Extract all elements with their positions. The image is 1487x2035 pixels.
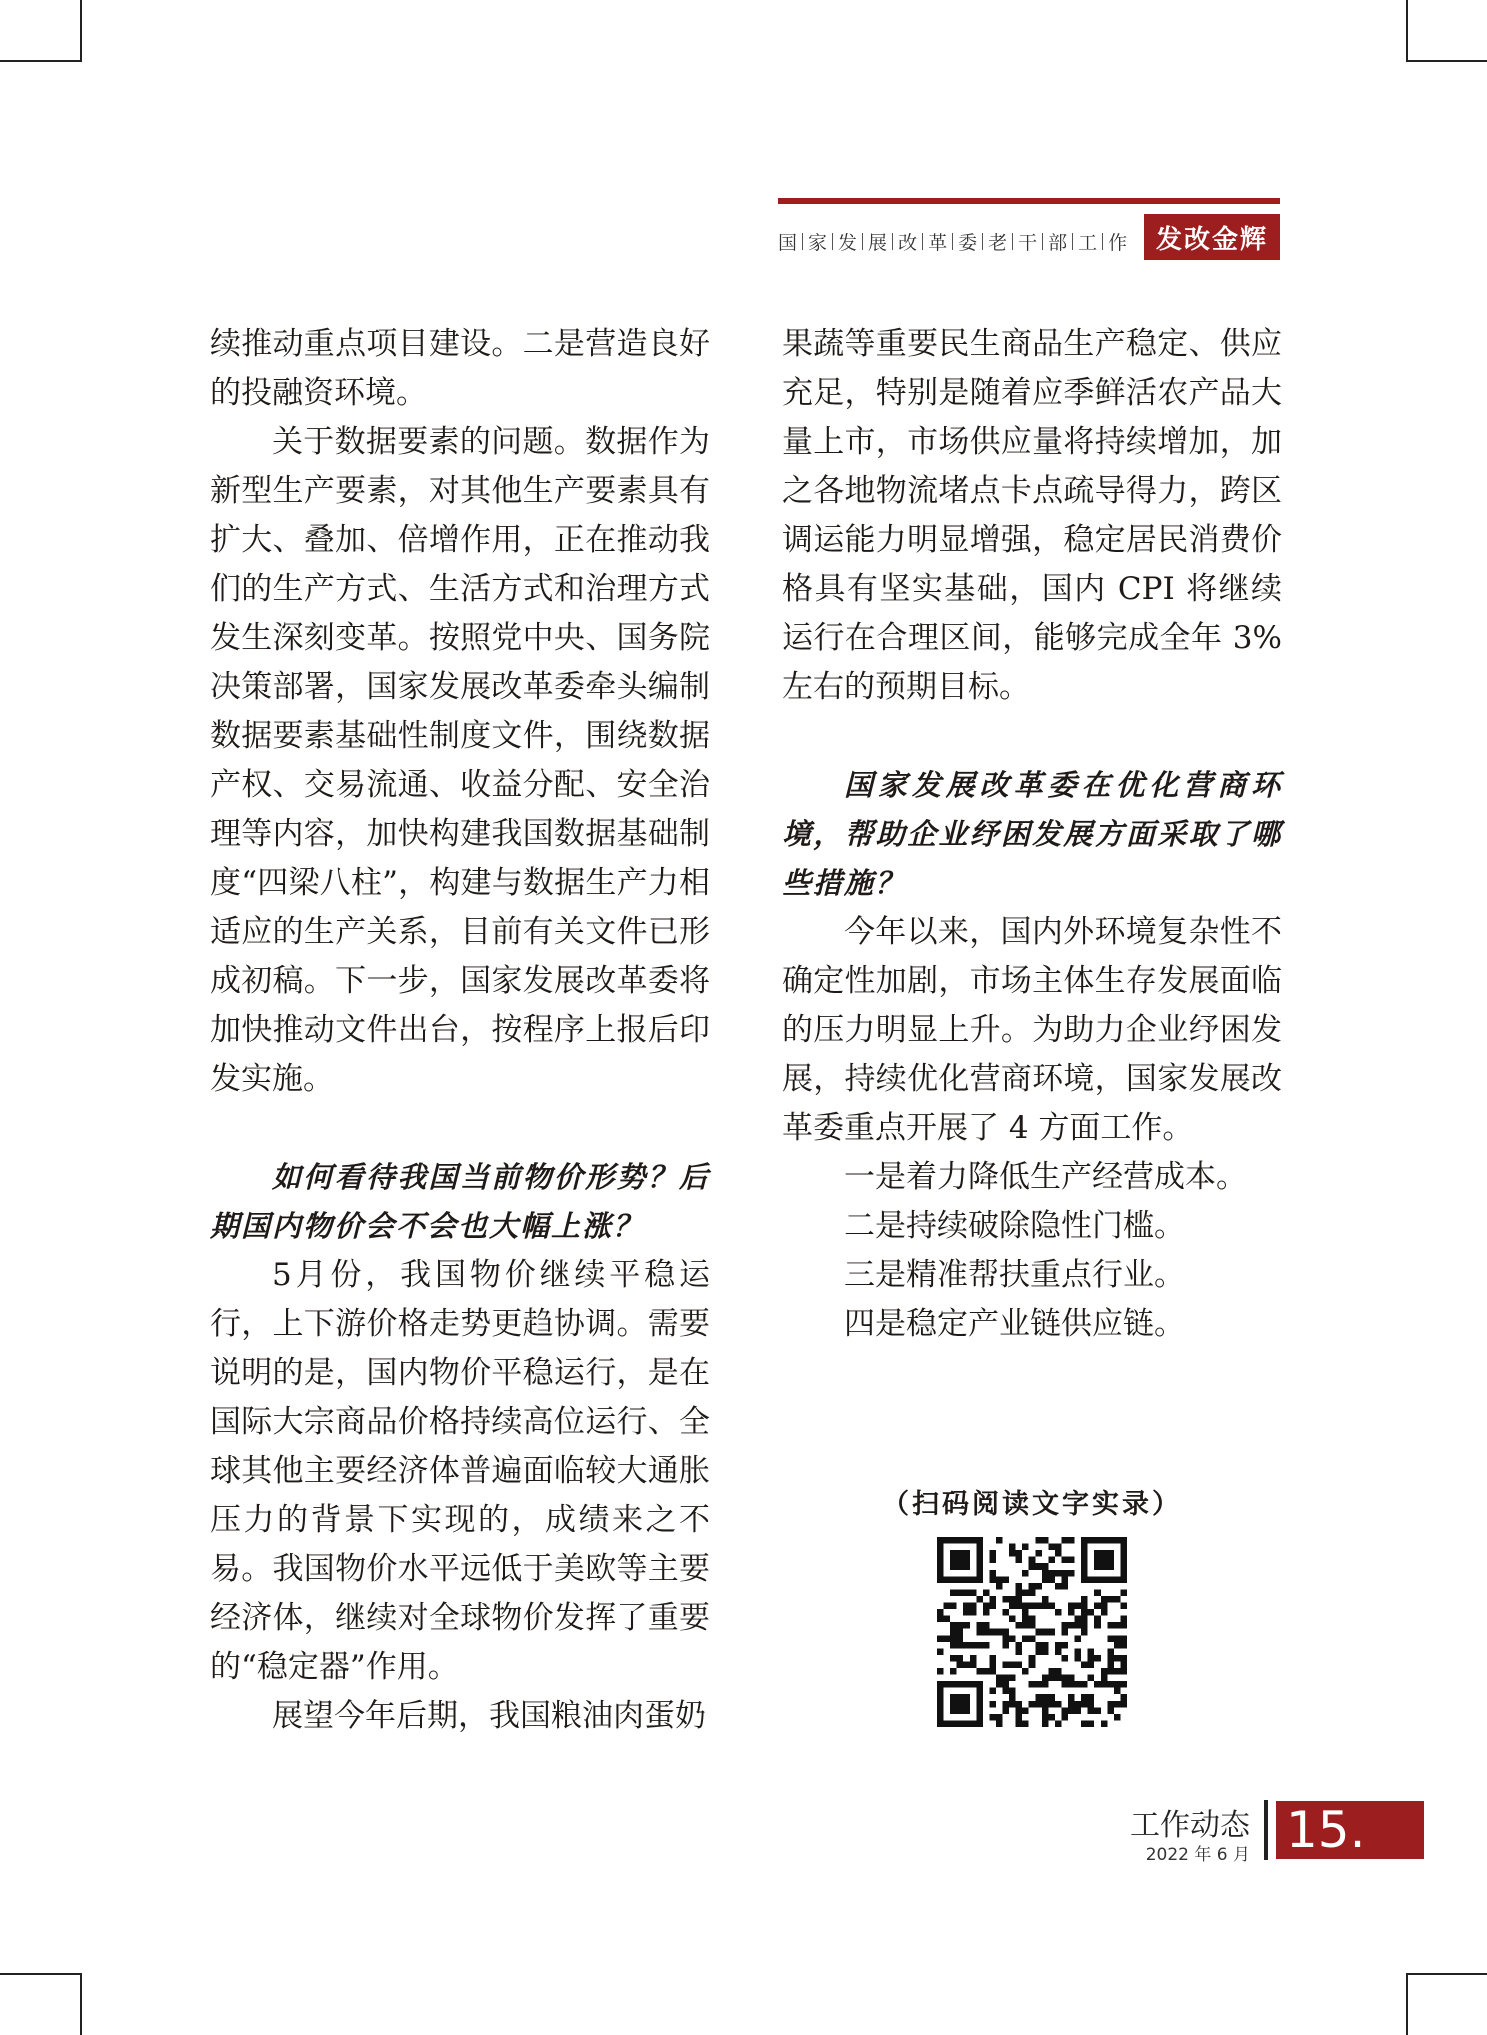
left-column — [210, 320, 710, 1741]
nav-char: 工 — [1078, 231, 1098, 254]
crop-mark — [1406, 0, 1408, 62]
crop-mark — [1406, 1973, 1408, 2035]
paragraph: 果蔬等重要民生商品生产稳定、供应充足，特别是随着应季鲜活农产品大量上市，市场供应量将持续增加，加之各地物流堵点卡点疏导得力，跨区调运能力明显增强，稳定居民消费价格具有坚实基础，国内 CPI 将继续运行在合理区间，能够完成全年 3% 左右的预期目标。 — [782, 326, 1282, 705]
nav-separator — [1072, 233, 1073, 250]
nav-char: 改 — [898, 231, 918, 254]
paragraph: 今年以来，国内外环境复杂性不确定性加剧，市场主体生存发展面临的压力明显上升。为助力企业纾困发展，持续优化营商环境，国家发展改革委重点开展了 4 方面工作。 — [782, 914, 1282, 1146]
paragraph: 四是稳定产业链供应链。 — [844, 1306, 1185, 1342]
paragraph: 5月份，我国物价继续平稳运行，上下游价格走势更趋协调。需要说明的是，国内物价平稳运行，是在国际大宗商品价格持续高位运行、全球其他主要经济体普遍面临较大通胀压力的背景下实现的，成绩来之不易。我国物价水平远低于美欧等主要经济体，继续对全球物价发挥了重要的“稳定器”作用。 — [210, 1257, 710, 1685]
crop-mark — [1406, 60, 1487, 62]
nav-char: 展 — [868, 231, 888, 254]
crop-mark — [80, 0, 82, 62]
crop-mark — [0, 60, 82, 62]
nav-char: 发 — [838, 231, 858, 254]
nav-char: 家 — [808, 231, 828, 254]
header-rule — [778, 198, 1280, 204]
paragraph: 展望今年后期，我国粮油肉蛋奶 — [272, 1698, 706, 1734]
footer-divider — [1264, 1800, 1268, 1860]
paragraph: 一是着力降低生产经营成本。 — [844, 1159, 1247, 1195]
nav-char: 委 — [958, 231, 978, 254]
nav-separator — [892, 233, 893, 250]
section-title: 工作动态 — [1130, 1808, 1250, 1843]
crop-mark — [0, 1973, 82, 1975]
nav-separator — [802, 233, 803, 250]
header-badge: 发改金辉 — [1144, 214, 1280, 260]
paragraph: 二是持续破除隐性门槛。 — [844, 1208, 1185, 1244]
question-heading: 如何看待我国当前物价形势？后期国内物价会不会也大幅上涨？ — [210, 1160, 710, 1243]
page-number: 15. — [1276, 1801, 1424, 1859]
nav-separator — [862, 233, 863, 250]
issue-date: 2022 年 6 月 — [1145, 1845, 1250, 1865]
nav-separator — [1102, 233, 1103, 250]
qr-code[interactable] — [937, 1537, 1127, 1727]
nav-char: 部 — [1048, 231, 1068, 254]
nav-separator — [832, 233, 833, 250]
paragraph: 关于数据要素的问题。数据作为新型生产要素，对其他生产要素具有扩大、叠加、倍增作用，正在推动我们的生产方式、生活方式和治理方式发生深刻变革。按照党中央、国务院决策部署，国家发展改革委牵头编制数据要素基础性制度文件，围绕数据产权、交易流通、收益分配、安全治理等内容，加快构建我国数据基础制度“四梁八柱”，构建与数据生产力相适应的生产关系，目前有关文件已形成初稿。下一步，国家发展改革委将加快推动文件出台，按程序上报后印发实施。 — [210, 424, 710, 1097]
qr-caption: （扫码阅读文字实录） — [882, 1489, 1182, 1520]
question-heading: 国家发展改革委在优化营商环境，帮助企业纾困发展方面采取了哪些措施？ — [782, 768, 1282, 900]
nav-separator — [922, 233, 923, 250]
right-column — [782, 320, 1282, 1349]
nav-separator — [952, 233, 953, 250]
crop-mark — [1406, 1973, 1487, 1975]
crop-mark — [80, 1973, 82, 2035]
paragraph: 续推动重点项目建设。二是营造良好的投融资环境。 — [210, 326, 710, 411]
header-nav — [778, 229, 1127, 253]
nav-separator — [982, 233, 983, 250]
nav-separator — [1012, 233, 1013, 250]
nav-separator — [1042, 233, 1043, 250]
nav-char: 革 — [928, 231, 948, 254]
nav-char: 老 — [988, 231, 1008, 254]
paragraph: 三是精准帮扶重点行业。 — [844, 1257, 1185, 1293]
nav-char: 干 — [1018, 231, 1038, 254]
nav-char: 国 — [778, 231, 798, 254]
nav-char: 作 — [1108, 231, 1128, 254]
